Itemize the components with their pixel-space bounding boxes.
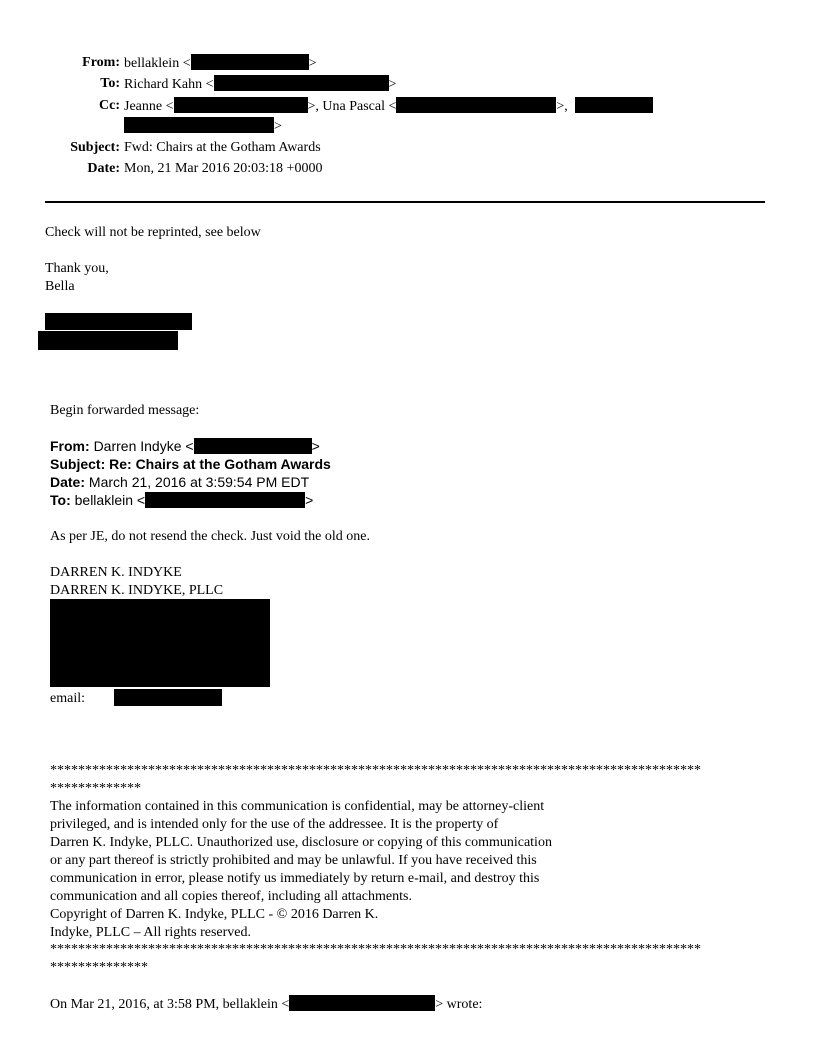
forward-to: To: bellaklein < > xyxy=(50,492,314,508)
disclaimer-text xyxy=(50,798,552,942)
disclaimer-line: Copyright of Darren K. Indyke, PLLC - © 2016 Darren K. xyxy=(50,907,379,922)
redaction-block xyxy=(145,492,305,508)
forward-date: Date: March 21, 2016 at 3:59:54 PM EDT xyxy=(50,474,310,490)
to-value: Richard Kahn < > xyxy=(124,77,397,92)
forward-subject: Subject: Re: Chairs at the Gotham Awards xyxy=(50,456,331,472)
sig-name: DARREN K. INDYKE xyxy=(50,565,182,580)
from-value: bellaklein < > xyxy=(124,56,317,71)
cc-value: Jeanne < >, Una Pascal < >, xyxy=(124,97,653,116)
subject-value: Fwd: Chairs at the Gotham Awards xyxy=(124,140,321,155)
disclaimer-line: privileged, and is intended only for the use of the addressee. It is the property of xyxy=(50,817,499,832)
sig-firm: DARREN K. INDYKE, PLLC xyxy=(50,583,224,598)
body-line: Check will not be reprinted, see below xyxy=(45,225,261,240)
disclaimer-line: The information contained in this communication is confidential, may be attorney-client xyxy=(50,799,545,814)
disclaimer-line: Darren K. Indyke, PLLC. Unauthorized use, disclosure or copying of this communication xyxy=(50,835,552,850)
cc-value-cont: > xyxy=(124,117,282,136)
disclaimer-line: communication and all copies thereof, including all attachments. xyxy=(50,889,412,904)
redaction-block xyxy=(214,75,389,91)
redaction-block xyxy=(114,689,222,706)
disclaimer-line: communication in error, please notify us immediately by return e-mail, and destroy this xyxy=(50,871,540,886)
quoted-header: On Mar 21, 2016, at 3:58 PM, bellaklein < > wrote: xyxy=(50,997,483,1012)
redaction-block xyxy=(174,97,308,113)
divider-stars: ********************************************************************************************* xyxy=(50,763,701,778)
email-label: email: xyxy=(50,691,85,706)
redaction-block xyxy=(124,117,274,133)
redaction-block xyxy=(45,313,192,330)
redaction-block xyxy=(38,331,178,350)
redaction-block xyxy=(50,599,270,687)
forward-intro: Begin forwarded message: xyxy=(50,403,200,418)
divider-stars: ************** xyxy=(50,960,148,975)
header-divider xyxy=(45,201,765,203)
subject-label: Subject: xyxy=(70,140,120,155)
to-label: To: xyxy=(100,76,120,91)
divider-stars: ********************************************************************************************* xyxy=(50,942,701,957)
disclaimer-line: Indyke, PLLC – All rights reserved. xyxy=(50,925,252,940)
closing-text: Thank you, xyxy=(45,261,109,276)
forward-from: From: Darren Indyke < > xyxy=(50,438,320,454)
date-value: Mon, 21 Mar 2016 20:03:18 +0000 xyxy=(124,161,323,176)
forward-message: As per JE, do not resend the check. Just void the old one. xyxy=(50,529,370,544)
date-label: Date: xyxy=(87,161,120,176)
signature-name: Bella xyxy=(45,279,75,294)
cc-label: Cc: xyxy=(99,98,120,113)
redaction-block xyxy=(396,97,556,113)
redaction-block xyxy=(191,54,309,70)
redaction-block xyxy=(194,438,312,454)
divider-stars: ************* xyxy=(50,781,141,796)
redaction-block xyxy=(575,97,653,113)
from-label: From: xyxy=(82,55,120,70)
redaction-block xyxy=(289,995,435,1011)
disclaimer-line: or any part thereof is strictly prohibited and may be unlawful. If you have received this xyxy=(50,853,537,868)
